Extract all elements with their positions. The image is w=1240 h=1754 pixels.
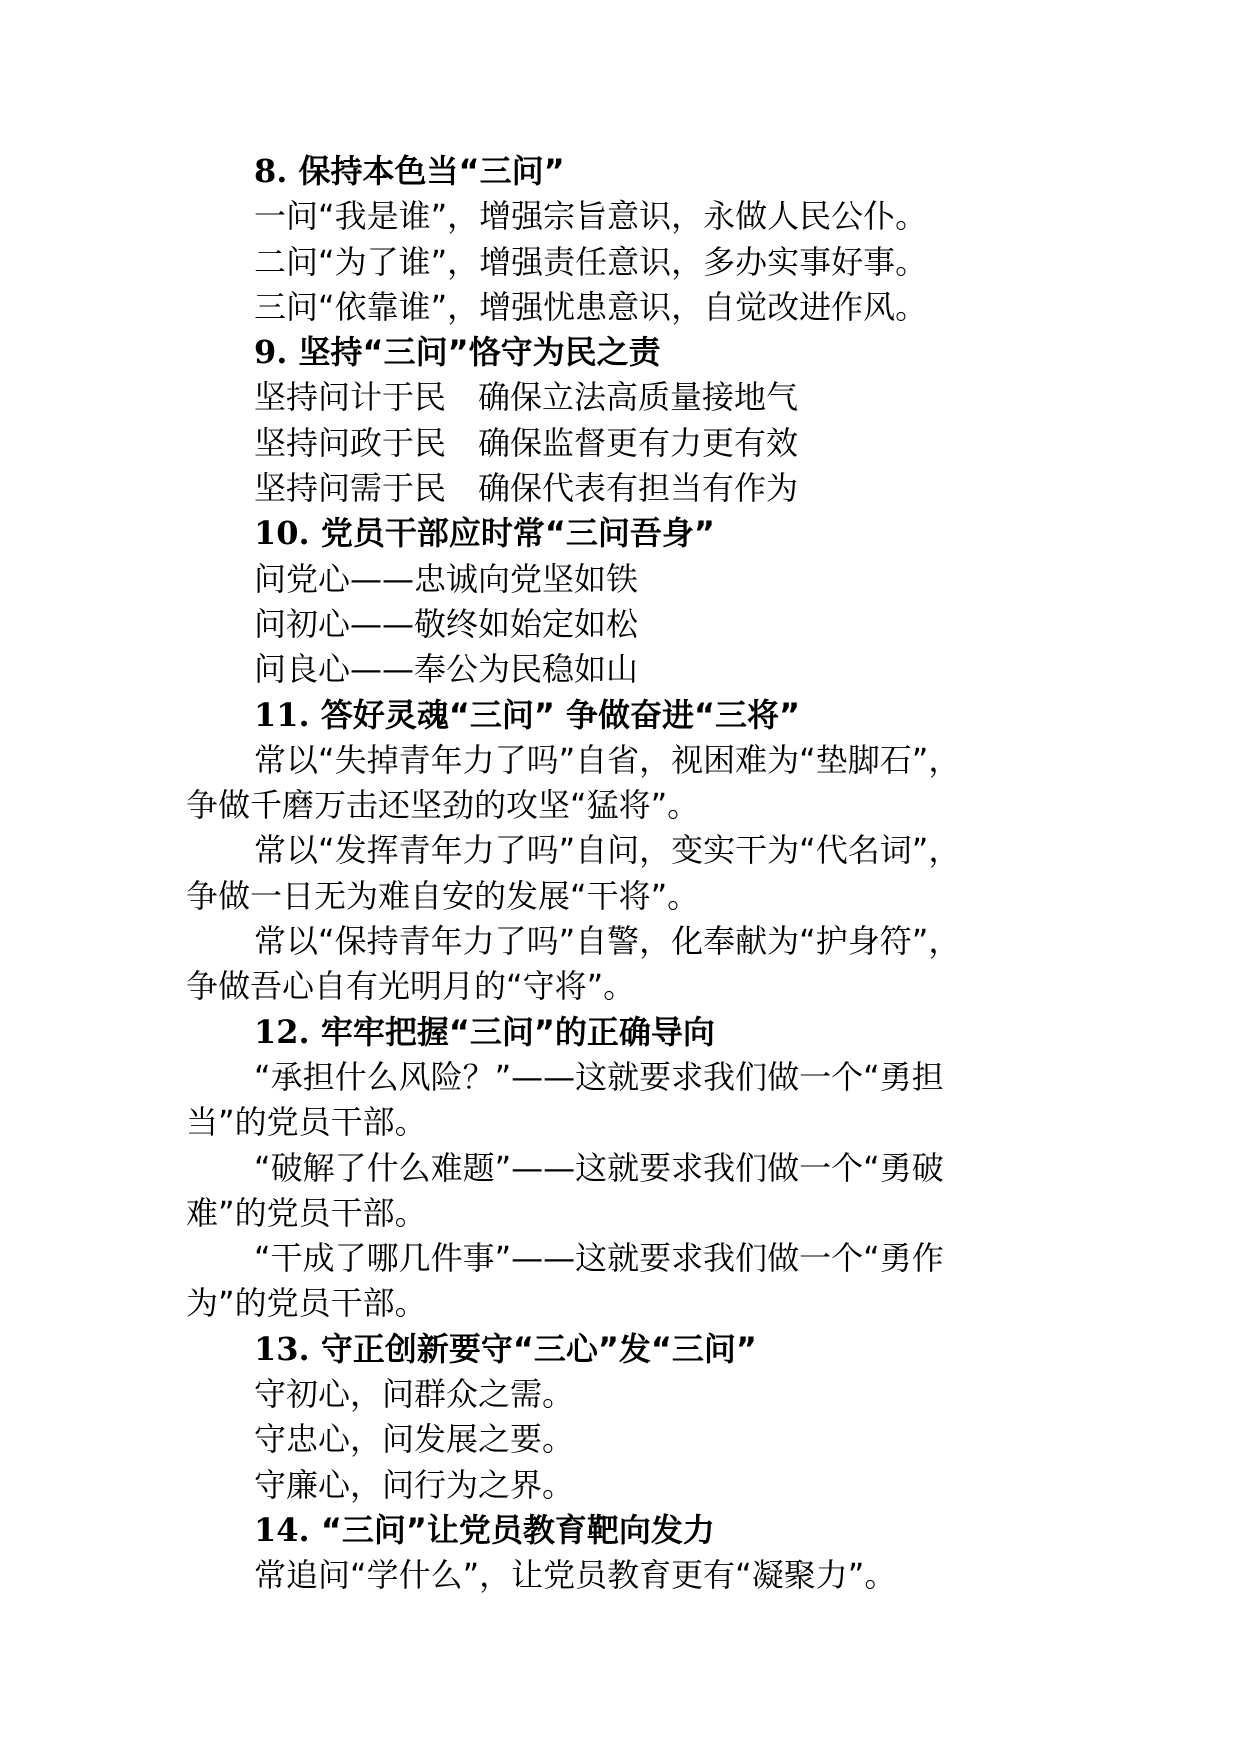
section-line: 常追问“学什么”，让党员教育更有“凝聚力”。 — [254, 1556, 897, 1595]
section-heading: 11. 答好灵魂“三问” 争做奋进“三将” — [254, 695, 801, 734]
paragraph-line: “承担什么风险？”——这就要求我们做一个“勇担 — [254, 1057, 944, 1096]
section-heading: 14. “三问”让党员教育靶向发力 — [254, 1510, 715, 1549]
paragraph-continuation: 为”的党员干部。 — [186, 1284, 427, 1323]
section-line: 坚持问计于民 确保立法高质量接地气 — [254, 378, 799, 417]
section-heading: 8. 保持本色当“三问” — [254, 152, 565, 190]
section-line: 坚持问需于民 确保代表有担当有作为 — [254, 469, 799, 508]
document-body — [186, 149, 1086, 1599]
section-line: 三问“依靠谁”，增强忧患意识，自觉改进作风。 — [254, 287, 928, 326]
paragraph-continuation: 争做吾心自有光明月的“守将”。 — [186, 967, 636, 1006]
paragraph-continuation: 当”的党员干部。 — [186, 1103, 427, 1142]
section-line: 守忠心，问发展之要。 — [254, 1420, 575, 1459]
paragraph-line: 常以“失掉青年力了吗”自省，视困难为“垫脚石”， — [254, 740, 961, 779]
section-line: 问党心——忠诚向党坚如铁 — [254, 559, 639, 598]
paragraph-line: “破解了什么难题”——这就要求我们做一个“勇破 — [254, 1148, 944, 1187]
section-line: 一问“我是谁”，增强宗旨意识，永做人民公仆。 — [254, 197, 928, 236]
section-heading: 10. 党员干部应时常“三问吾身” — [254, 514, 715, 553]
section-line: 守廉心，问行为之界。 — [254, 1465, 575, 1504]
section-heading: 9. 坚持“三问”恪守为民之责 — [254, 333, 661, 372]
section-line: 问良心——奉公为民稳如山 — [254, 650, 639, 689]
paragraph-line: 常以“发挥青年力了吗”自问，变实干为“代名词”， — [254, 831, 961, 870]
section-heading: 12. 牢牢把握“三问”的正确导向 — [254, 1012, 715, 1051]
paragraph-line: 常以“保持青年力了吗”自警，化奉献为“护身符”， — [254, 922, 961, 961]
paragraph-continuation: 争做千磨万击还坚劲的攻坚“猛将”。 — [186, 786, 700, 825]
paragraph-continuation: 争做一日无为难自安的发展“干将”。 — [186, 876, 700, 915]
section-line: 问初心——敬终如始定如松 — [254, 604, 639, 643]
section-heading: 13. 守正创新要守“三心”发“三问” — [254, 1329, 757, 1368]
paragraph-continuation: 难”的党员干部。 — [186, 1193, 427, 1232]
section-line: 坚持问政于民 确保监督更有力更有效 — [254, 423, 799, 462]
paragraph-line: “干成了哪几件事”——这就要求我们做一个“勇作 — [254, 1239, 944, 1278]
section-line: 二问“为了谁”，增强责任意识，多办实事好事。 — [254, 242, 928, 281]
section-line: 守初心，问群众之需。 — [254, 1375, 575, 1414]
